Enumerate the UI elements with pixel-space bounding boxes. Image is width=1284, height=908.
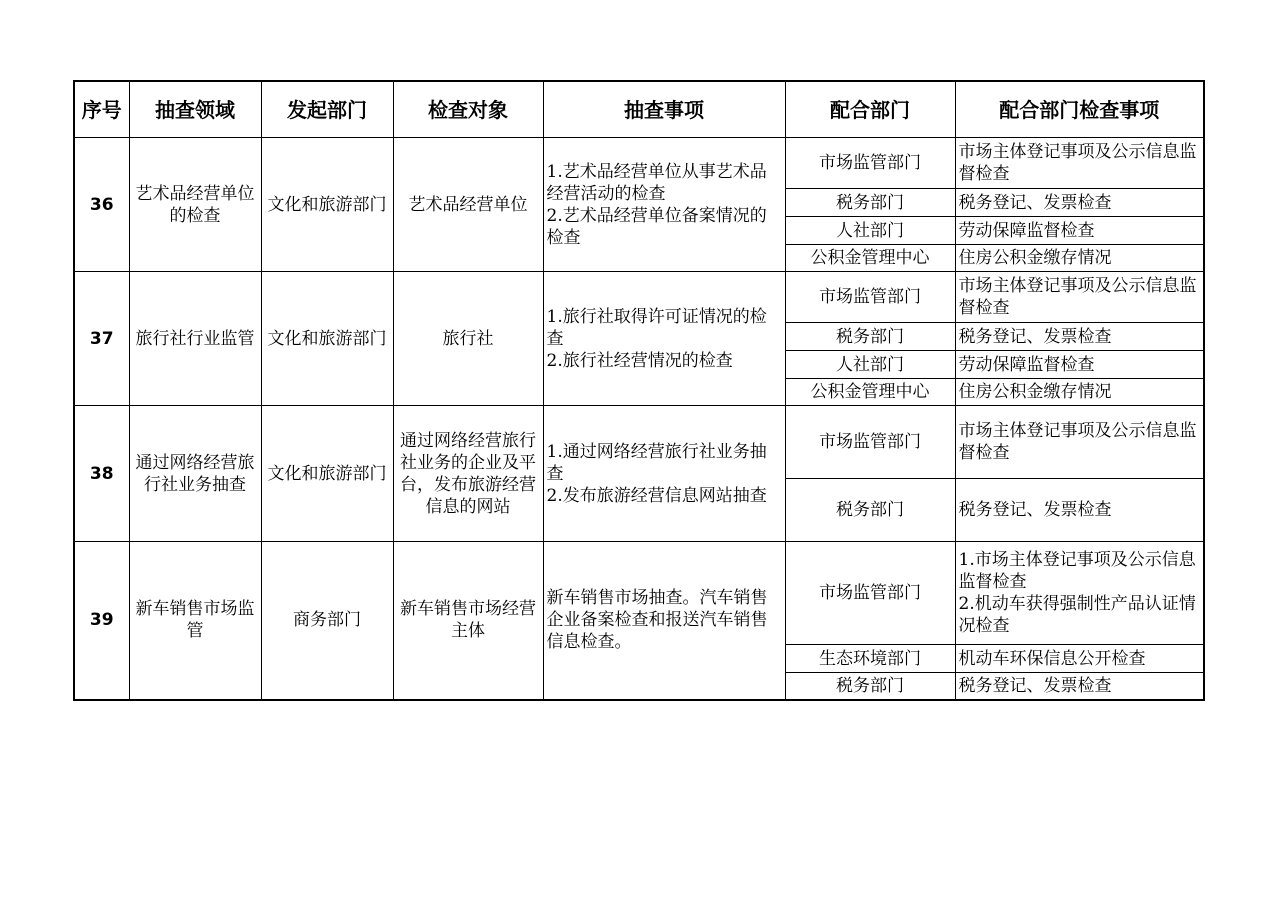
row-initiator: 文化和旅游部门: [261, 272, 393, 406]
coop-dept: 税务部门: [785, 323, 955, 351]
col-header-target: 检查对象: [393, 81, 543, 138]
col-header-coop-task: 配合部门检查事项: [955, 81, 1204, 138]
row-items: 1.通过网络经营旅行社业务抽查 2.发布旅游经营信息网站抽查: [543, 406, 785, 542]
coop-dept: 公积金管理中心: [785, 379, 955, 406]
coop-dept: 市场监管部门: [785, 138, 955, 189]
row-area: 通过网络经营旅行社业务抽查: [129, 406, 261, 542]
row-initiator: 文化和旅游部门: [261, 406, 393, 542]
coop-task: 市场主体登记事项及公示信息监督检查: [955, 138, 1204, 189]
row-no: 39: [74, 542, 129, 700]
col-header-area: 抽查领域: [129, 81, 261, 138]
coop-dept: 税务部门: [785, 673, 955, 700]
table-row: [74, 406, 1204, 479]
coop-task: 劳动保障监督检查: [955, 351, 1204, 379]
coop-task: 住房公积金缴存情况: [955, 379, 1204, 406]
coop-task: 税务登记、发票检查: [955, 189, 1204, 217]
coop-dept: 市场监管部门: [785, 272, 955, 323]
row-no: 38: [74, 406, 129, 542]
row-area: 新车销售市场监管: [129, 542, 261, 700]
coop-task: 税务登记、发票检查: [955, 479, 1204, 542]
coop-task: 劳动保障监督检查: [955, 217, 1204, 245]
coop-dept: 市场监管部门: [785, 406, 955, 479]
table-row: [74, 138, 1204, 189]
row-target: 新车销售市场经营主体: [393, 542, 543, 700]
row-target: 艺术品经营单位: [393, 138, 543, 272]
row-initiator: 文化和旅游部门: [261, 138, 393, 272]
row-no: 37: [74, 272, 129, 406]
coop-task: 税务登记、发票检查: [955, 323, 1204, 351]
coop-task: 住房公积金缴存情况: [955, 245, 1204, 272]
coop-dept: 税务部门: [785, 189, 955, 217]
row-items: 1.旅行社取得许可证情况的检查 2.旅行社经营情况的检查: [543, 272, 785, 406]
coop-task: 机动车环保信息公开检查: [955, 645, 1204, 673]
col-header-no: 序号: [74, 81, 129, 138]
coop-task: 市场主体登记事项及公示信息监督检查: [955, 406, 1204, 479]
coop-task: 市场主体登记事项及公示信息监督检查: [955, 272, 1204, 323]
row-area: 旅行社行业监管: [129, 272, 261, 406]
col-header-initiator: 发起部门: [261, 81, 393, 138]
row-initiator: 商务部门: [261, 542, 393, 700]
row-no: 36: [74, 138, 129, 272]
table-row: [74, 272, 1204, 323]
coop-dept: 税务部门: [785, 479, 955, 542]
coop-dept: 生态环境部门: [785, 645, 955, 673]
inspection-table: [73, 80, 1205, 701]
row-target: 旅行社: [393, 272, 543, 406]
col-header-items: 抽查事项: [543, 81, 785, 138]
col-header-coop-dept: 配合部门: [785, 81, 955, 138]
row-target: 通过网络经营旅行社业务的企业及平台，发布旅游经营信息的网站: [393, 406, 543, 542]
header-row: [74, 81, 1204, 138]
coop-task: 税务登记、发票检查: [955, 673, 1204, 700]
row-items: 新车销售市场抽查。汽车销售企业备案检查和报送汽车销售信息检查。: [543, 542, 785, 700]
coop-dept: 人社部门: [785, 217, 955, 245]
row-items: 1.艺术品经营单位从事艺术品经营活动的检查 2.艺术品经营单位备案情况的检查: [543, 138, 785, 272]
coop-dept: 公积金管理中心: [785, 245, 955, 272]
coop-dept: 人社部门: [785, 351, 955, 379]
coop-task: 1.市场主体登记事项及公示信息监督检查 2.机动车获得强制性产品认证情况检查: [955, 542, 1204, 645]
row-area: 艺术品经营单位的检查: [129, 138, 261, 272]
table-row: [74, 542, 1204, 645]
coop-dept: 市场监管部门: [785, 542, 955, 645]
